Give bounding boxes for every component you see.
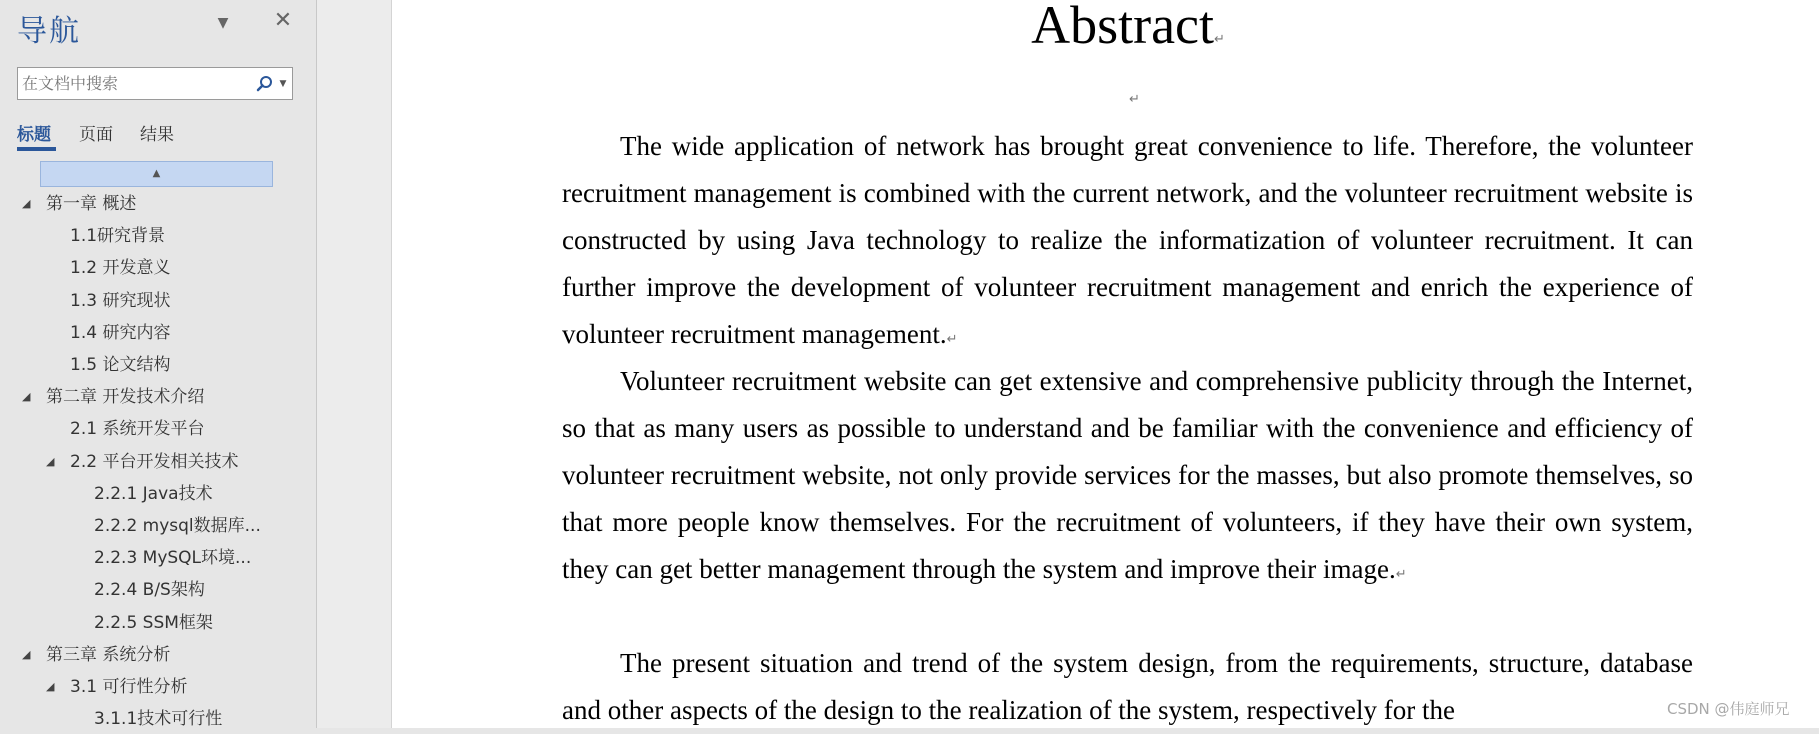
paragraph-mark: ↵	[1214, 32, 1225, 47]
search-options-chevron-icon[interactable]: ▼	[279, 79, 287, 89]
paragraph-text: The wide application of network has brought great convenience to life. Therefore, the volunteer recruitment management is combined with the current network, and the volunteer recruitment website is constructed by using Java technology to realize the informatization of volunteer recruitment. It can further improve the development of volunteer recruitment management and enrich the experience of volunteer recruitment management.	[562, 131, 1693, 349]
search-icon[interactable]	[254, 73, 276, 95]
document-margin	[317, 0, 392, 728]
toc-item[interactable]: 2.2.4 B/S架构	[94, 580, 205, 600]
expand-collapse-icon[interactable]: ◢	[22, 390, 31, 403]
toc-item[interactable]: 2.2.1 Java技术	[94, 484, 213, 504]
toc-item[interactable]: 1.5 论文结构	[70, 355, 171, 375]
expand-collapse-icon[interactable]: ◢	[46, 455, 55, 468]
toc-item[interactable]: 2.2.3 MySQL环境...	[94, 548, 252, 568]
toc-item[interactable]: 1.4 研究内容	[70, 323, 171, 343]
paragraph-text: Volunteer recruitment website can get extensive and comprehensive publicity through the Internet, so that as many users as possible to understand and be familiar with the convenience and efficiency of volunteer recruitment website, not only provide services for the masses, but also promote themselves, so that more people know themselves. For the recruitment of volunteers, if they have their own system, they can get better management through the system and improve their image.	[562, 366, 1693, 584]
body-paragraph	[562, 123, 1693, 363]
expand-collapse-icon[interactable]: ◢	[22, 648, 31, 661]
toc-item[interactable]: 2.2.5 SSM框架	[94, 613, 213, 633]
tab-headings[interactable]: 标题	[17, 125, 51, 145]
toc-item[interactable]: 第三章 系统分析	[46, 645, 171, 665]
document-page	[392, 0, 1819, 728]
body-paragraph	[562, 640, 1693, 734]
abstract-heading	[392, 0, 1819, 56]
body-paragraph	[562, 358, 1693, 598]
search-box[interactable]	[17, 67, 293, 100]
tab-underline	[17, 147, 56, 151]
watermark: CSDN @伟庭师兄	[1667, 700, 1790, 718]
navigation-title: 导航	[17, 14, 81, 49]
paragraph-text: The present situation and trend of the system design, from the requirements, structure, database and other aspects of the design to the realization of the system, respectively for the	[562, 648, 1693, 725]
expand-collapse-icon[interactable]: ◢	[46, 680, 55, 693]
toc-item[interactable]: 第一章 概述	[46, 194, 137, 214]
toc-item[interactable]: 2.2.2 mysql数据库...	[94, 516, 261, 536]
toc-item[interactable]: 2.2 平台开发相关技术	[70, 452, 239, 472]
toc-item[interactable]: 2.1 系统开发平台	[70, 419, 205, 439]
toc-item[interactable]: 3.1 可行性分析	[70, 677, 188, 697]
paragraph-mark: ↵	[946, 332, 958, 347]
pane-options-dropdown[interactable]: ▼	[217, 15, 229, 31]
tab-results[interactable]: 结果	[140, 125, 174, 145]
toc-item[interactable]: 3.1.1技术可行性	[94, 709, 223, 729]
toc-item[interactable]: 1.1研究背景	[70, 226, 166, 246]
toc-item[interactable]: 第二章 开发技术介绍	[46, 387, 205, 407]
abstract-title-text: Abstract	[1031, 0, 1215, 55]
search-input[interactable]	[18, 68, 252, 99]
close-pane-button[interactable]: ✕	[273, 8, 293, 33]
expand-collapse-icon[interactable]: ◢	[22, 197, 31, 210]
paragraph-mark: ↵	[1129, 92, 1140, 107]
paragraph-mark: ↵	[1395, 567, 1407, 582]
toc-item[interactable]: 1.3 研究现状	[70, 291, 171, 311]
navigation-pane	[0, 0, 317, 728]
toc-item[interactable]: 1.2 开发意义	[70, 258, 171, 278]
tab-pages[interactable]: 页面	[79, 125, 113, 145]
scroll-to-top-button[interactable]: ▲	[40, 161, 273, 187]
